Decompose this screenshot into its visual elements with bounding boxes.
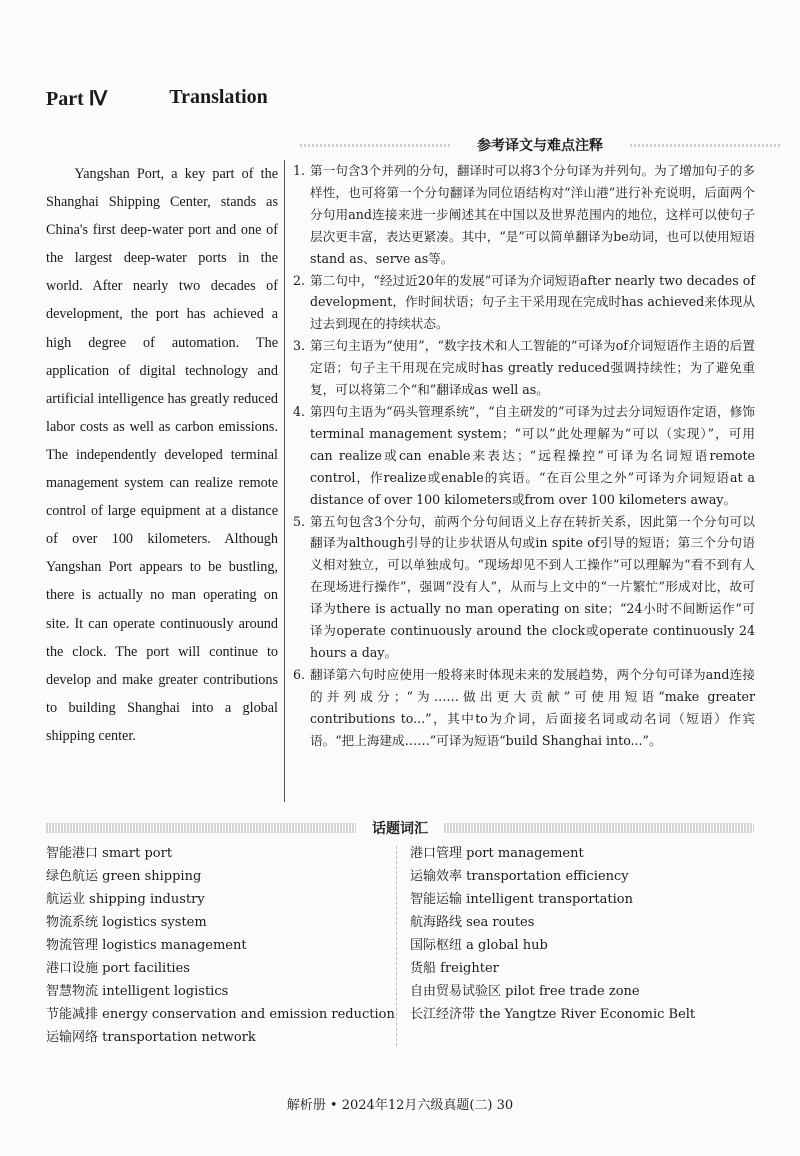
note-text: 第一句含3个并列的分句，翻译时可以将3个分句译为并列句。为了增加句子的多样性，也可将第一个分句翻译为同位语结构对“洋山港”进行补充说明，后面两个分句用and连接来进一步阐述其在中国以及世界范围内的地位，这样可以使句子层次更丰富，表达更紧凑。其中，“是”可以简单翻译为be动词，也可以使用短语stand as、serve as等。 xyxy=(310,163,755,266)
column-divider xyxy=(284,160,285,802)
vocab-en: transportation efficiency xyxy=(466,869,629,884)
vocab-item xyxy=(410,1003,760,1026)
vocab-item xyxy=(46,911,386,934)
note-number: 4. xyxy=(293,403,306,419)
vocab-item xyxy=(46,865,386,888)
vocab-en: port management xyxy=(466,846,584,861)
vocab-zh: 智慧物流 xyxy=(46,984,99,999)
vocab-zh: 运输网络 xyxy=(46,1030,99,1045)
page-footer: 解析册 • 2024年12月六级真题(二) 30 xyxy=(286,1098,514,1113)
note-text: 第三句主语为“使用”，“数字技术和人工智能的”可译为of介词短语作主语的后置定语；句子主干用现在完成时has greatly reduced强调持续性；为了避免重复，可以将第二个“和”翻译成as well as。 xyxy=(310,338,755,398)
passage-text: Yangshan Port, a key part of the Shanghai Shipping Center, stands as China's first deep-water port and one of the largest deep-water ports in the world. After nearly two decades of development, the port has achieved a high degree of automation. The application of digital technology and artificial intelligence has greatly reduced labor costs as well as carbon emissions. The independently developed terminal management system can realize remote control of large equipment at a distance of over 100 kilometers. Although Yangshan Port appears to be bustling, there is actually no man operating on site. It can operate continuously around the clock. The port will continue to develop and make greater contributions to building Shanghai into a global shipping center. xyxy=(46,166,278,744)
note-item xyxy=(293,160,755,270)
vocab-en: energy conservation and emission reduction xyxy=(102,1007,395,1022)
vocab-item xyxy=(410,934,760,957)
vocab-en: a global hub xyxy=(466,938,548,953)
vocab-item xyxy=(46,1026,386,1049)
vocab-zh: 智能运输 xyxy=(410,892,463,907)
vocab-en: intelligent logistics xyxy=(102,984,229,999)
vocab-item xyxy=(46,934,386,957)
vocab-item xyxy=(46,1003,395,1026)
vocab-en: freighter xyxy=(440,961,499,976)
vocab-en: logistics management xyxy=(102,938,247,953)
vocab-item xyxy=(46,842,386,865)
notes-list xyxy=(293,160,755,751)
vocab-zh: 港口设施 xyxy=(46,961,99,976)
vocab-zh: 国际枢纽 xyxy=(410,938,463,953)
vocab-zh: 节能减排 xyxy=(46,1007,99,1022)
vocab-zh: 物流管理 xyxy=(46,938,99,953)
note-item xyxy=(293,335,755,401)
vocab-en: shipping industry xyxy=(89,892,205,907)
part-title xyxy=(46,86,268,111)
note-item xyxy=(293,401,755,511)
vocab-zh: 智能港口 xyxy=(46,846,99,861)
section-title: Translation xyxy=(169,86,268,108)
vocab-item xyxy=(410,980,760,1003)
vocab-zh: 港口管理 xyxy=(410,846,463,861)
vocab-en: intelligent transportation xyxy=(466,892,633,907)
part-label: Part Ⅳ xyxy=(46,88,108,110)
heading-band-left xyxy=(46,823,356,833)
vocab-item xyxy=(46,957,386,980)
vocab-en: port facilities xyxy=(102,961,190,976)
vocab-en: transportation network xyxy=(102,1030,256,1045)
vocab-item xyxy=(410,888,760,911)
reference-heading: 参考译文与难点注释 xyxy=(300,135,780,155)
vocab-item xyxy=(410,911,760,934)
vocab-zh: 自由贸易试验区 xyxy=(410,984,502,999)
note-text: 第二句中，“经过近20年的发展”可译为介词短语after nearly two decades of development，作时间状语；句子主干采用现在完成时has achieved来体现从过去到现在的持续状态。 xyxy=(310,272,755,332)
translation-passage xyxy=(46,160,278,750)
note-number: 3. xyxy=(293,338,306,354)
vocab-item xyxy=(46,888,386,911)
vocab-en: logistics system xyxy=(102,915,207,930)
vocab-zh: 航海路线 xyxy=(410,915,463,930)
vocab-zh: 航运业 xyxy=(46,892,86,907)
vocab-zh: 货船 xyxy=(410,961,437,976)
vocab-zh: 长江经济带 xyxy=(410,1007,476,1022)
note-number: 5. xyxy=(293,513,306,529)
vocab-heading xyxy=(46,818,754,838)
note-text: 翻译第六句时应使用一般将来时体现未来的发展趋势，两个分句可译为and连接的并列成分；“为……做出更大贡献”可使用短语“make greater contributions to...”，其中to为介词，后面接名词或动名词（短语）作宾语。“把上海建成……”可译为短语“build Shanghai into...”。 xyxy=(310,666,755,748)
note-number: 1. xyxy=(293,163,306,178)
vocab-en: pilot free trade zone xyxy=(505,984,640,999)
note-item xyxy=(293,270,755,336)
note-item xyxy=(293,664,755,752)
heading-band-right xyxy=(444,823,754,833)
vocab-list-right xyxy=(410,842,760,1026)
vocab-en: sea routes xyxy=(466,915,535,930)
vocab-heading-label: 话题词汇 xyxy=(368,821,432,837)
note-text: 第四句主语为“码头管理系统”，“自主研发的”可译为过去分词短语作定语，修饰terminal management system；“可以”此处理解为“可以（实现）”，可用can realize或can enable来表达；“远程操控”可译为名词短语remote control，作realize或enable的宾语。“在百公里之外”可译为介词短语at a distance of over 100 kilometers或from over 100 kilometers away。 xyxy=(310,403,755,507)
vocab-zh: 绿色航运 xyxy=(46,869,99,884)
vocab-item xyxy=(410,842,760,865)
note-text: 第五句包含3个分句，前两个分句间语义上存在转折关系，因此第一个分句可以翻译为although引导的让步状语从句或in spite of引导的短语；第三个分句语义相对独立，可以单独成句。“现场却见不到人工操作”可以理解为“看不到有人在现场进行操作”，强调“没有人”，从而与上文中的“一片繁忙”形成对比，故可译为there is actually no man operating on site；“24小时不间断运作”可译为operate continuously around the clock或operate continuously 24 hours a day。 xyxy=(310,513,755,660)
vocab-en: green shipping xyxy=(102,869,202,884)
vocab-divider xyxy=(396,846,397,1046)
vocab-item xyxy=(46,980,386,1003)
vocab-zh: 物流系统 xyxy=(46,915,99,930)
vocab-item xyxy=(410,865,760,888)
note-number: 6. xyxy=(293,666,306,682)
note-number: 2. xyxy=(293,272,306,288)
vocab-item xyxy=(410,957,760,980)
vocab-en: smart port xyxy=(102,846,173,861)
vocab-zh: 运输效率 xyxy=(410,869,463,884)
vocab-en: the Yangtze River Economic Belt xyxy=(479,1007,696,1022)
vocab-list-left xyxy=(46,842,395,1049)
note-item xyxy=(293,511,755,664)
